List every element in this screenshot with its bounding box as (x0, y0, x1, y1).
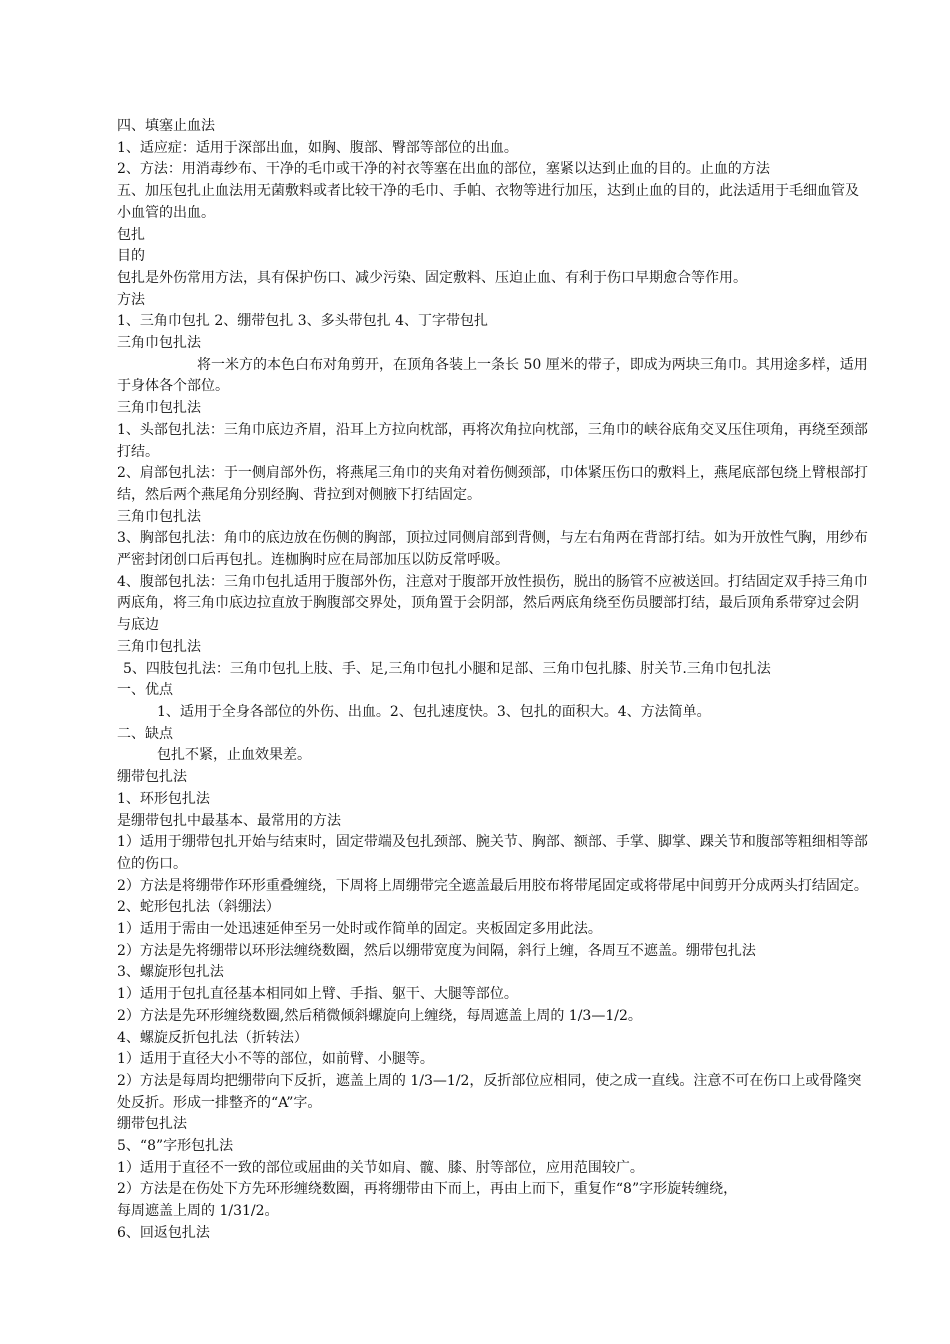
text-line: 3、胸部包扎法：角巾的底边放在伤侧的胸部，顶拉过同侧肩部到背侧，与左右角两在背部打结。如为开放性气胸，用纱布严密封闭创口后再包扎。连枷胸时应在局部加压以防反常呼吸。 (117, 530, 868, 569)
text-line: 包扎是外伤常用方法，具有保护伤口、减少污染、固定敷料、压迫止血、有利于伤口早期愈合等作用。 (117, 269, 747, 286)
text-line: 3、螺旋形包扎法 (117, 964, 224, 981)
text-line: 1）适用于包扎直径基本相同如上臂、手指、躯干、大腿等部位。 (117, 986, 518, 1003)
text-line: 绷带包扎法 (117, 1116, 187, 1133)
text-line: 4、腹部包扎法：三角巾包扎适用于腹部外伤，注意对于腹部开放性损伤，脱出的肠管不应被送回。打结固定双手持三角巾两底角，将三角巾底边拉直放于胸腹部交界处，顶角置于会阴部，然后两底角绕至伤员腰部打结，最后顶角系带穿过会阴与底边 (117, 573, 868, 634)
text-line: 二、缺点 (117, 725, 173, 742)
text-line: 一、优点 (117, 682, 173, 699)
text-line: 绷带包扎法 (117, 769, 187, 786)
text-line: 三角巾包扎法 (117, 400, 201, 417)
text-line: 1）适用于直径大小不等的部位，如前臂、小腿等。 (117, 1051, 434, 1068)
text-line: 5、“8”字形包扎法 (117, 1138, 234, 1155)
text-line: 1、三角巾包扎 2、绷带包扎 3、多头带包扎 4、丁字带包扎 (117, 313, 488, 330)
text-line: 五、加压包扎止血法用无菌敷料或者比较干净的毛巾、手帕、衣物等进行加压，达到止血的目的，此法适用于毛细血管及小血管的出血。 (117, 183, 859, 221)
document-body (117, 116, 872, 1245)
text-line: 四、填塞止血法 (117, 118, 215, 134)
text-line: 2、蛇形包扎法（斜绷法） (117, 899, 280, 916)
text-line: 5、四肢包扎法：三角巾包扎上肢、手、足,三角巾包扎小腿和足部、三角巾包扎膝、肘关节.三角巾包扎法 (123, 660, 771, 677)
text-line: 1）适用于直径不一致的部位或屈曲的关节如肩、髋、膝、肘等部位，应用范围较广。 (117, 1159, 644, 1176)
text-line: 2）方法是先将绷带以环形法缠绕数圈，然后以绷带宽度为间隔，斜行上缠，各周互不遮盖。绷带包扎法 (117, 942, 756, 959)
text-line: 包扎不紧，止血效果差。 (157, 747, 311, 764)
text-line: 2、肩部包扎法：于一侧肩部外伤，将燕尾三角巾的夹角对着伤侧颈部，巾体紧压伤口的敷料上，燕尾底部包绕上臂根部打结，然后两个燕尾角分别经胸、背拉到对侧腋下打结固定。 (117, 465, 868, 503)
text-line: 2）方法是每周均把绷带向下反折，遮盖上周的 1/3—1/2，反折部位应相同，使之成一直线。注意不可在伤口上或骨隆突处反折。形成一排整齐的“A”字。 (117, 1072, 862, 1111)
text-line: 三角巾包扎法 (117, 638, 201, 655)
text-line: 6、回返包扎法 (117, 1224, 210, 1241)
text-line: 三角巾包扎法 (117, 335, 201, 352)
text-line: 1）适用于需由一处迅速延伸至另一处时或作简单的固定。夹板固定多用此法。 (117, 921, 602, 938)
text-line: 每周遮盖上周的 1/31/2。 (117, 1203, 279, 1220)
text-line: 将一米方的本色白布对角剪开，在顶角各装上一条长 50 厘米的带子，即成为两块三角巾。其用途多样，适用于身体各个部位。 (117, 356, 868, 395)
text-line: 目的 (117, 248, 145, 265)
text-line: 1、环形包扎法 (117, 790, 210, 807)
text-line: 2、方法：用消毒纱布、干净的毛巾或干净的衬衣等塞在出血的部位，塞紧以达到止血的目的。止血的方法 (117, 161, 770, 178)
text-line: 包扎 (117, 226, 145, 243)
text-line: 1、头部包扎法：三角巾底边齐眉，沿耳上方拉向枕部，再将次角拉向枕部，三角巾的峡谷底角交叉压住项角，再绕至颈部打结。 (117, 421, 868, 460)
text-line: 是绷带包扎中最基本、最常用的方法 (117, 812, 341, 829)
text-line: 2）方法是将绷带作环形重叠缠绕，下周将上周绷带完全遮盖最后用胶布将带尾固定或将带尾中间剪开分成两头打结固定。 (117, 877, 868, 894)
text-line: 2）方法是在伤处下方先环形缠绕数圈，再将绷带由下而上，再由上而下，重复作“8”字形旋转缠绕， (117, 1181, 738, 1198)
text-line: 1）适用于绷带包扎开始与结束时，固定带端及包扎颈部、腕关节、胸部、额部、手掌、脚掌、踝关节和腹部等粗细相等部位的伤口。 (117, 834, 868, 872)
text-line: 三角巾包扎法 (117, 508, 201, 525)
text-line: 1、适应症：适用于深部出血，如胸、腹部、臀部等部位的出血。 (117, 139, 518, 156)
text-line: 1、适用于全身各部位的外伤、出血。2、包扎速度快。3、包扎的面积大。4、方法简单。 (157, 703, 711, 720)
text-line: 4、螺旋反折包扎法（折转法） (117, 1029, 308, 1046)
text-line: 2）方法是先环形缠绕数圈,然后稍微倾斜螺旋向上缠绕，每周遮盖上周的 1/3—1/2。 (117, 1007, 642, 1024)
text-line: 方法 (117, 291, 145, 308)
